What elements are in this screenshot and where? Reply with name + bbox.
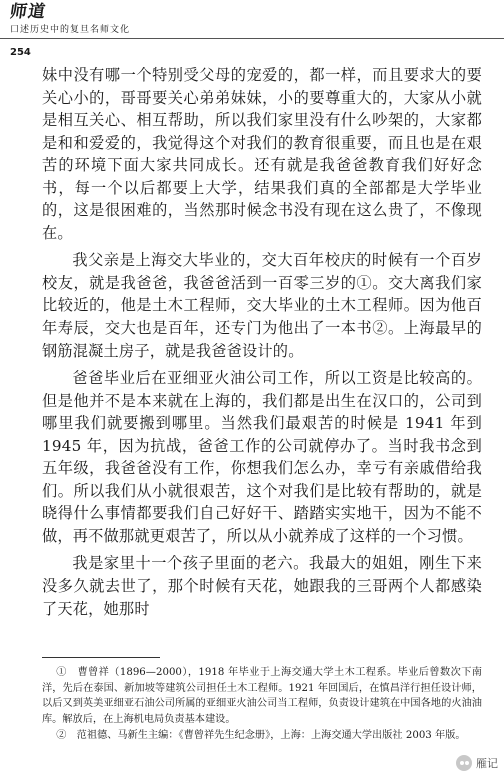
watermark [456, 755, 498, 771]
paragraph: 爸爸毕业后在亚细亚火油公司工作，所以工资是比较高的。但是他并不是本来就在上海的，我们都是出生在汉口的，公司到哪里我们就要搬到哪里。当然我们最艰苦的时候是 1941 年到 1945 年，因为抗战，爸爸工作的公司就停办了。当时我书念到五年级，我爸爸没有工作，你想我们怎么办，幸亏有亲戚借给我们。所以我们从小就很艰苦，这个对我们是比较有帮助的，就是晓得什么事情都要我们自己好好干、踏踏实实地干，因为不能不做，再不做那就更艰苦了，所以从小就养成了这样的一个习惯。 [42, 369, 482, 545]
page-number: 254 [10, 47, 31, 58]
body-text [42, 64, 482, 625]
footnote: ① 曹曾祥（1896—2000），1918 年毕业于上海交通大学土木工程系。毕业后曾数次下南洋，先后在泰国、新加坡等建筑公司担任土木工程师。1921 年回国后，在慎昌洋行担任设计师，以后又到英美亚细亚石油公司所属的亚细亚火油公司当工程师，负责设计建筑在中国各地的火油油库。解放后，在上海机电局负责基本建设。 [42, 667, 482, 725]
watermark-text: 雁记 [476, 757, 498, 770]
paragraph: 我父亲是上海交大毕业的，交大百年校庆的时候有一个百岁校友，就是我爸爸，我爸爸活到一百零三岁的①。交大离我们家比较近的，他是土木工程师，交大毕业的土木工程师。因为他百年寿辰，交大也是百年，还专门为他出了一本书②。上海最早的钢筋混凝土房子，就是我爸爸设计的。 [42, 251, 482, 360]
wechat-icon [456, 755, 472, 771]
header-divider [0, 38, 504, 39]
footnotes [42, 665, 482, 745]
running-head [10, 2, 130, 36]
book-logo: 师道 [8, 2, 48, 22]
paragraph: 妹中没有哪一个特别受父母的宠爱的，都一样，而且要求大的要关心小的，哥哥要关心弟弟妹妹，小的要尊重大的，大家从小就是相互关心、相互帮助，所以我们家里没有什么吵架的，大家都是和和爱爱的，我觉得这个对我们的教育很重要，而且也是在艰苦的环境下面大家共同成长。还有就是我爸爸教育我们好好念书，每一个以后都要上大学，结果我们真的全部都是大学毕业的，这是很困难的，当然那时候念书没有现在这么贵了，不像现在。 [42, 66, 482, 242]
paragraph: 我是家里十一个孩子里面的老六。我最大的姐姐，刚生下来没多久就去世了，那个时候有天花，她跟我的三哥两个人都感染了天花，她那时 [42, 554, 482, 618]
footnote: ② 范祖德、马新生主编：《曹曾祥先生纪念册》，上海：上海交通大学出版社 2003 年版。 [56, 730, 466, 741]
footnote-divider [42, 657, 160, 658]
book-subtitle: 口述历史中的复旦名师文化 [10, 25, 131, 35]
